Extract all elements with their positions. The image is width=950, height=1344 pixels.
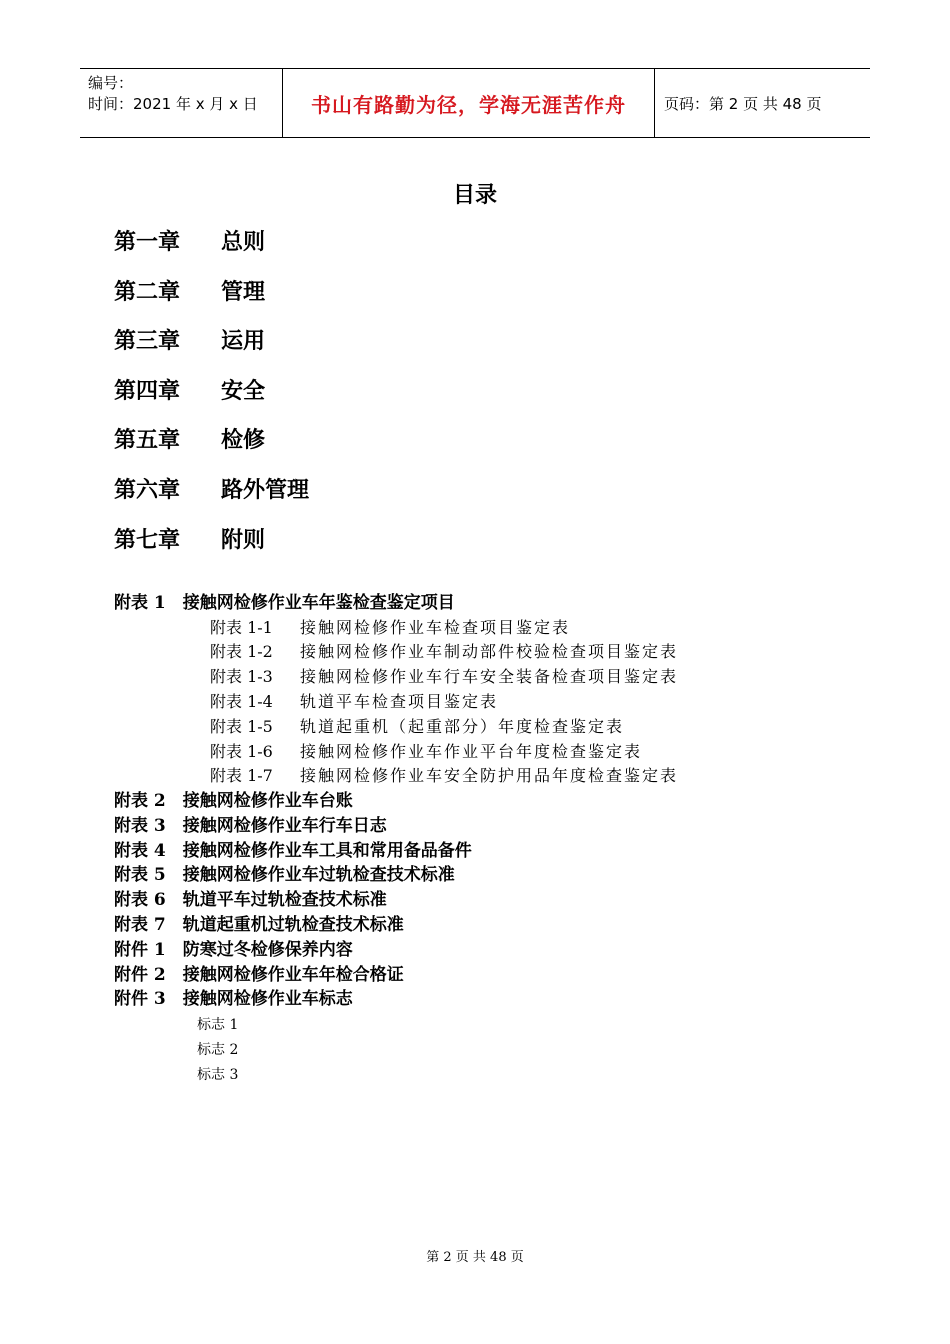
appendix-item: 附表 6 轨道平车过轨检查技术标准 <box>114 890 387 910</box>
sub-appendix-title: 接触网检修作业车行车安全装备检查项目鉴定表 <box>300 667 679 686</box>
sign-item: 标志 2 <box>197 1042 239 1058</box>
sub-appendix-item <box>210 617 570 639</box>
chapter-title: 路外管理 <box>221 478 310 503</box>
appendix-item: 附表 1 接触网检修作业车年鉴检查鉴定项目 <box>114 593 455 613</box>
sub-appendix-code: 附表 1-4 <box>210 692 273 711</box>
header-motto: 书山有路勤为径，学海无涯苦作舟 <box>311 92 626 117</box>
chapter-number: 第一章 <box>114 230 181 255</box>
chapter-item <box>114 377 265 407</box>
code-label: 编号： <box>88 74 134 92</box>
sub-appendix-title: 接触网检修作业车安全防护用品年度检查鉴定表 <box>300 766 679 785</box>
appendix-item: 附件 3 接触网检修作业车标志 <box>114 989 353 1009</box>
sub-appendix-item <box>210 716 624 738</box>
chapter-item <box>114 327 265 357</box>
chapter-title: 附则 <box>221 528 266 553</box>
sign-item: 标志 3 <box>197 1067 239 1083</box>
chapter-item <box>114 278 265 308</box>
chapter-number: 第三章 <box>114 329 181 354</box>
header-divider <box>654 69 655 137</box>
sub-appendix-title: 接触网检修作业车制动部件校验检查项目鉴定表 <box>300 642 679 661</box>
header-page-info: 页码：第 2 页 共 48 页 <box>664 94 822 113</box>
sub-appendix-code: 附表 1-3 <box>210 667 273 686</box>
sub-appendix-code: 附表 1-2 <box>210 642 273 661</box>
toc-title: 目录 <box>452 183 497 208</box>
sub-appendix-item <box>210 691 498 713</box>
page-header <box>80 68 870 138</box>
header-meta <box>88 73 258 115</box>
sub-appendix-item <box>210 741 642 763</box>
chapter-number: 第六章 <box>114 478 181 503</box>
appendix-item: 附表 5 接触网检修作业车过轨检查技术标准 <box>114 865 455 885</box>
sub-appendix-title: 轨道平车检查项目鉴定表 <box>300 692 499 711</box>
sign-item: 标志 1 <box>197 1017 239 1033</box>
appendix-item: 附表 3 接触网检修作业车行车日志 <box>114 816 387 836</box>
sub-appendix-title: 接触网检修作业车作业平台年度检查鉴定表 <box>300 742 643 761</box>
appendix-item: 附件 2 接触网检修作业车年检合格证 <box>114 965 404 985</box>
chapter-number: 第二章 <box>114 280 181 305</box>
sub-appendix-code: 附表 1-7 <box>210 766 273 785</box>
appendix-item: 附表 4 接触网检修作业车工具和常用备品备件 <box>114 841 472 861</box>
sub-appendix-code: 附表 1-1 <box>210 618 273 637</box>
appendix-item: 附表 2 接触网检修作业车台账 <box>114 791 353 811</box>
chapter-title: 检修 <box>221 428 266 453</box>
chapter-item <box>114 476 309 506</box>
chapter-title: 安全 <box>221 379 266 404</box>
chapter-item <box>114 228 265 258</box>
chapter-item <box>114 526 265 556</box>
sub-appendix-title: 接触网检修作业车检查项目鉴定表 <box>300 618 571 637</box>
date-label: 时间：2021 年 x 月 x 日 <box>88 95 258 113</box>
chapter-title: 总则 <box>221 230 266 255</box>
chapter-title: 管理 <box>221 280 266 305</box>
chapter-title: 运用 <box>221 329 266 354</box>
sub-appendix-code: 附表 1-5 <box>210 717 273 736</box>
sub-appendix-item <box>210 765 678 787</box>
appendix-item: 附表 7 轨道起重机过轨检查技术标准 <box>114 915 404 935</box>
chapter-number: 第五章 <box>114 428 181 453</box>
sub-appendix-item <box>210 641 678 663</box>
sub-appendix-item <box>210 666 678 688</box>
page-footer: 第 2 页 共 48 页 <box>426 1250 524 1265</box>
chapter-number: 第四章 <box>114 379 181 404</box>
appendix-item: 附件 1 防寒过冬检修保养内容 <box>114 940 353 960</box>
sub-appendix-title: 轨道起重机（起重部分）年度检查鉴定表 <box>300 717 625 736</box>
sub-appendix-code: 附表 1-6 <box>210 742 273 761</box>
chapter-item <box>114 426 265 456</box>
chapter-number: 第七章 <box>114 528 181 553</box>
